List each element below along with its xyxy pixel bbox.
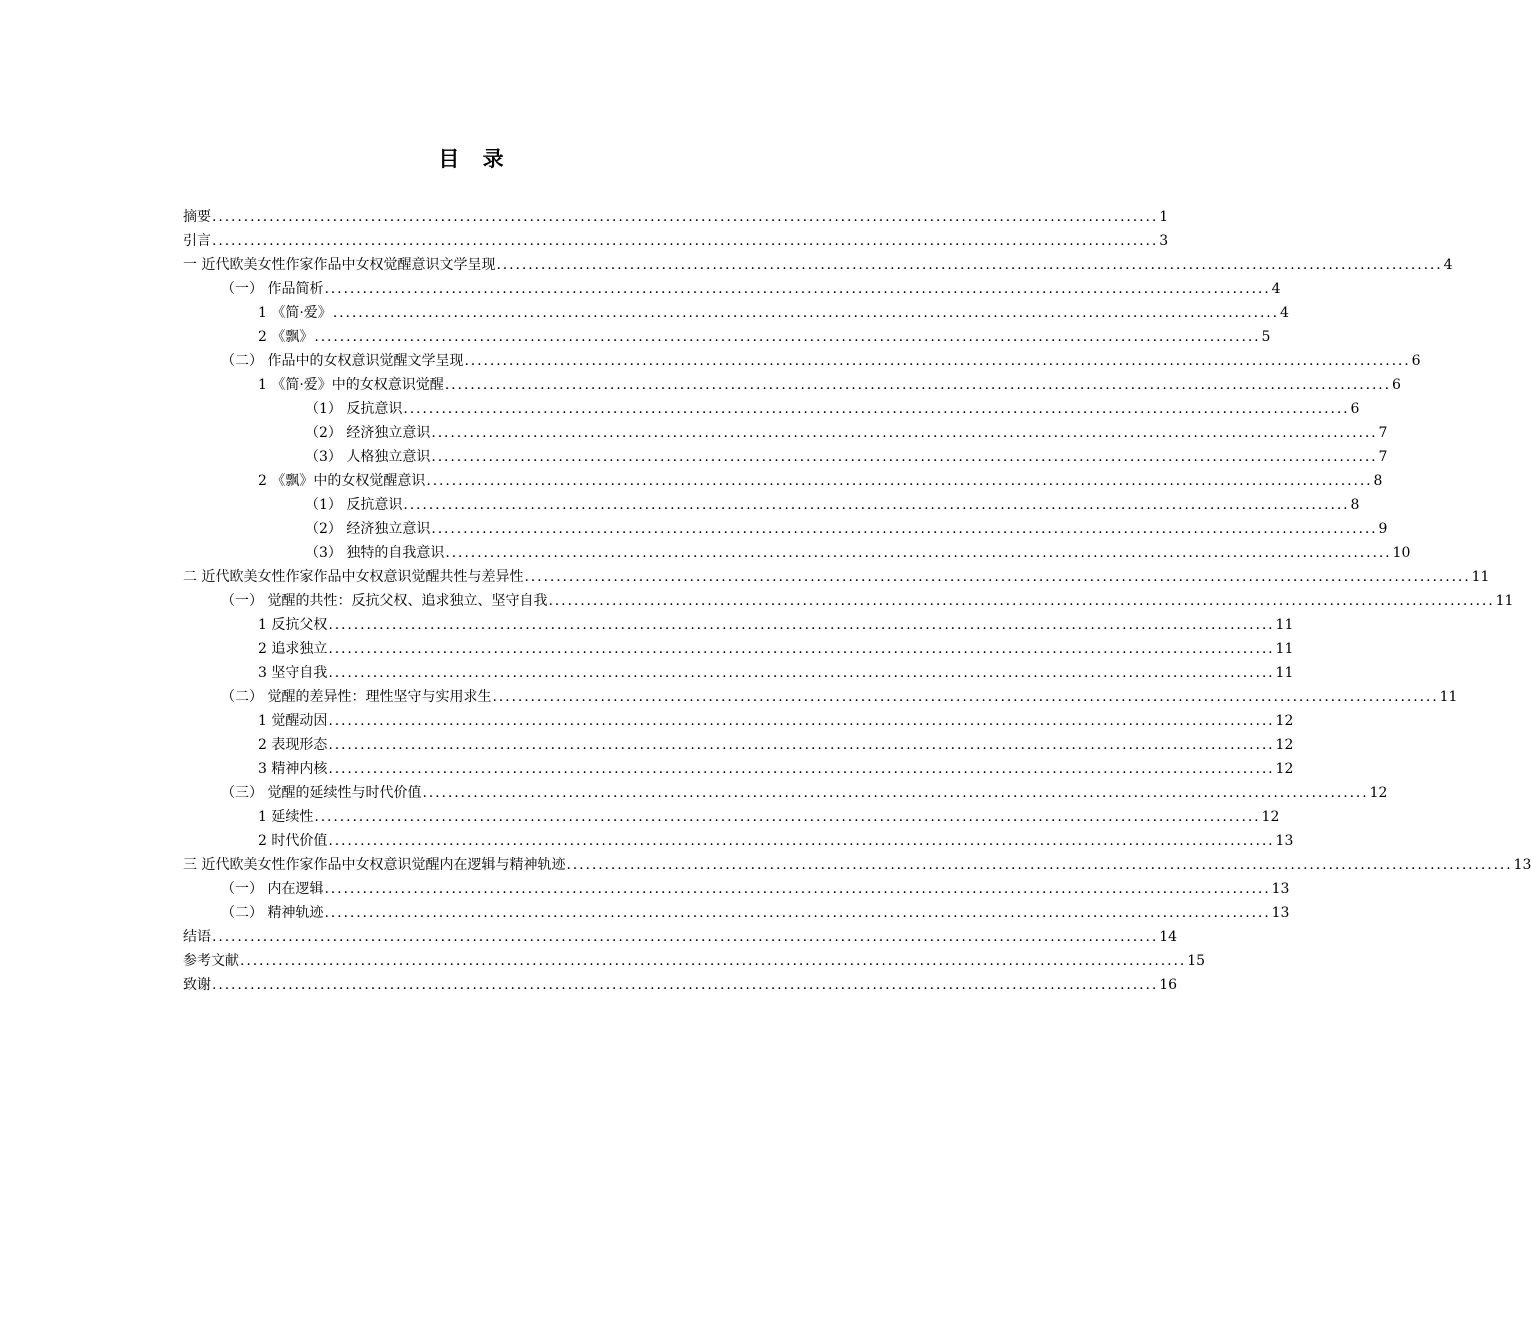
toc-entry[interactable] bbox=[183, 229, 1169, 253]
dot-leader: ..................................................................................................................................................... bbox=[403, 401, 1350, 417]
dot-leader: ..................................................................................................................................................... bbox=[332, 305, 1279, 321]
toc-entry-label: （1） 反抗意识 bbox=[305, 401, 403, 417]
toc-entry-label: 三 近代欧美女性作家作品中女权意识觉醒内在逻辑与精神轨迹 bbox=[183, 857, 566, 873]
toc-page-number: 12 bbox=[1275, 761, 1294, 777]
toc-page-number: 8 bbox=[1373, 473, 1383, 489]
toc-entry[interactable] bbox=[183, 445, 1388, 469]
toc-entry-label: 2 追求独立 bbox=[258, 641, 328, 657]
dot-leader: ..................................................................................................................................................... bbox=[212, 233, 1159, 249]
toc-entry-label: 3 坚守自我 bbox=[258, 665, 328, 681]
toc-entry[interactable] bbox=[183, 781, 1388, 805]
toc-entry[interactable] bbox=[183, 589, 1514, 613]
toc-entry[interactable] bbox=[183, 493, 1360, 517]
toc-page-number: 6 bbox=[1350, 401, 1360, 417]
dot-leader: ..................................................................................................................................................... bbox=[492, 689, 1439, 705]
toc-entry[interactable] bbox=[183, 397, 1360, 421]
toc-entry-label: 3 精神内核 bbox=[258, 761, 328, 777]
dot-leader: ..................................................................................................................................................... bbox=[328, 617, 1275, 633]
dot-leader: ..................................................................................................................................................... bbox=[444, 377, 1391, 393]
toc-entry[interactable] bbox=[183, 685, 1458, 709]
toc-entry[interactable] bbox=[183, 901, 1290, 925]
toc-entry[interactable] bbox=[183, 661, 1294, 685]
toc-entry-label: 致谢 bbox=[183, 977, 211, 993]
toc-page-number: 12 bbox=[1275, 713, 1294, 729]
toc-entry-label: 二 近代欧美女性作家作品中女权意识觉醒共性与差异性 bbox=[183, 569, 524, 585]
dot-leader: ..................................................................................................................................................... bbox=[324, 881, 1271, 897]
toc-page-number: 11 bbox=[1471, 569, 1490, 585]
dot-leader: ..................................................................................................................................................... bbox=[431, 521, 1378, 537]
toc-entry-label: 参考文献 bbox=[183, 953, 239, 969]
toc-entry[interactable] bbox=[183, 853, 1531, 877]
toc-entry-label: （二） 精神轨迹 bbox=[221, 905, 324, 921]
toc-page-number: 5 bbox=[1261, 329, 1271, 345]
toc-entry[interactable] bbox=[183, 253, 1453, 277]
toc-entry-label: 结语 bbox=[183, 929, 211, 945]
toc-page-number: 11 bbox=[1495, 593, 1514, 609]
toc-entry-label: （一） 内在逻辑 bbox=[221, 881, 324, 897]
dot-leader: ..................................................................................................................................................... bbox=[328, 833, 1275, 849]
dot-leader: ..................................................................................................................................................... bbox=[324, 905, 1271, 921]
toc-entry[interactable] bbox=[183, 565, 1490, 589]
toc-entry[interactable] bbox=[183, 757, 1294, 781]
toc-entry-label: （一） 作品简析 bbox=[221, 281, 324, 297]
dot-leader: ..................................................................................................................................................... bbox=[324, 281, 1271, 297]
toc-entry-label: 引言 bbox=[183, 233, 211, 249]
toc-entry-label: （一） 觉醒的共性：反抗父权、追求独立、坚守自我 bbox=[221, 593, 548, 609]
dot-leader: ..................................................................................................................................................... bbox=[445, 545, 1392, 561]
table-of-contents bbox=[183, 205, 1531, 997]
toc-entry[interactable] bbox=[183, 517, 1388, 541]
toc-page-number: 11 bbox=[1275, 617, 1294, 633]
toc-page-number: 1 bbox=[1159, 209, 1169, 225]
toc-page-number: 16 bbox=[1159, 977, 1178, 993]
toc-entry-label: 1 觉醒动因 bbox=[258, 713, 328, 729]
toc-entry[interactable] bbox=[183, 949, 1206, 973]
dot-leader: ..................................................................................................................................................... bbox=[240, 953, 1187, 969]
toc-page-number: 12 bbox=[1369, 785, 1388, 801]
toc-page-number: 8 bbox=[1350, 497, 1360, 513]
dot-leader: ..................................................................................................................................................... bbox=[212, 977, 1159, 993]
dot-leader: ..................................................................................................................................................... bbox=[328, 737, 1275, 753]
toc-entry-label: （1） 反抗意识 bbox=[305, 497, 403, 513]
toc-page-number: 13 bbox=[1275, 833, 1294, 849]
toc-entry[interactable] bbox=[183, 805, 1280, 829]
toc-page-number: 4 bbox=[1280, 305, 1289, 321]
toc-page-number: 11 bbox=[1275, 641, 1294, 657]
toc-entry-label: 摘要 bbox=[183, 209, 211, 225]
dot-leader: ..................................................................................................................................................... bbox=[328, 665, 1275, 681]
toc-page-number: 14 bbox=[1159, 929, 1178, 945]
toc-entry-label: （二） 作品中的女权意识觉醒文学呈现 bbox=[221, 353, 464, 369]
toc-entry-label: （2） 经济独立意识 bbox=[305, 521, 431, 537]
toc-page-number: 4 bbox=[1271, 281, 1281, 297]
dot-leader: ..................................................................................................................................................... bbox=[548, 593, 1495, 609]
dot-leader: ..................................................................................................................................................... bbox=[403, 497, 1350, 513]
toc-entry-label: （3） 人格独立意识 bbox=[305, 449, 431, 465]
toc-entry[interactable] bbox=[183, 613, 1294, 637]
dot-leader: ..................................................................................................................................................... bbox=[464, 353, 1411, 369]
toc-entry[interactable] bbox=[183, 637, 1294, 661]
toc-entry[interactable] bbox=[183, 301, 1289, 325]
toc-page-number: 10 bbox=[1392, 545, 1411, 561]
toc-page-number: 4 bbox=[1443, 257, 1453, 273]
toc-page-number: 13 bbox=[1513, 857, 1531, 873]
toc-entry-label: （二） 觉醒的差异性：理性坚守与实用求生 bbox=[221, 689, 492, 705]
toc-entry[interactable] bbox=[183, 541, 1411, 565]
toc-page-number: 13 bbox=[1271, 905, 1290, 921]
toc-entry-label: （2） 经济独立意识 bbox=[305, 425, 431, 441]
toc-title: 目 录 bbox=[438, 147, 512, 171]
toc-entry[interactable] bbox=[183, 277, 1281, 301]
dot-leader: ..................................................................................................................................................... bbox=[328, 641, 1275, 657]
toc-page-number: 7 bbox=[1378, 449, 1388, 465]
toc-page-number: 15 bbox=[1187, 953, 1206, 969]
toc-page-number: 11 bbox=[1275, 665, 1294, 681]
toc-page-number: 3 bbox=[1159, 233, 1169, 249]
toc-entry[interactable] bbox=[183, 325, 1271, 349]
dot-leader: ..................................................................................................................................................... bbox=[426, 473, 1373, 489]
toc-entry-label: 2 《飘》中的女权觉醒意识 bbox=[258, 473, 426, 489]
toc-entry-label: 1 延续性 bbox=[258, 809, 314, 825]
toc-entry-label: （3） 独特的自我意识 bbox=[305, 545, 445, 561]
toc-entry[interactable] bbox=[183, 877, 1290, 901]
toc-page-number: 13 bbox=[1271, 881, 1290, 897]
toc-entry[interactable] bbox=[183, 829, 1294, 853]
dot-leader: ..................................................................................................................................................... bbox=[212, 929, 1159, 945]
toc-entry[interactable] bbox=[183, 469, 1383, 493]
toc-entry[interactable] bbox=[183, 709, 1294, 733]
toc-page-number: 6 bbox=[1411, 353, 1421, 369]
toc-entry[interactable] bbox=[183, 421, 1388, 445]
toc-entry-label: 2 表现形态 bbox=[258, 737, 328, 753]
toc-entry-label: 一 近代欧美女性作家作品中女权觉醒意识文学呈现 bbox=[183, 257, 496, 273]
toc-page-number: 7 bbox=[1378, 425, 1388, 441]
dot-leader: ..................................................................................................................................................... bbox=[328, 713, 1275, 729]
dot-leader: ..................................................................................................................................................... bbox=[496, 257, 1443, 273]
toc-page-number: 12 bbox=[1261, 809, 1280, 825]
dot-leader: ..................................................................................................................................................... bbox=[328, 761, 1275, 777]
toc-entry[interactable] bbox=[183, 733, 1294, 757]
toc-entry[interactable] bbox=[183, 349, 1421, 373]
dot-leader: ..................................................................................................................................................... bbox=[314, 329, 1261, 345]
dot-leader: ..................................................................................................................................................... bbox=[212, 209, 1159, 225]
toc-entry-label: 1 反抗父权 bbox=[258, 617, 328, 633]
toc-entry-label: 2 《飘》 bbox=[258, 329, 314, 345]
toc-entry[interactable] bbox=[183, 373, 1401, 397]
dot-leader: ..................................................................................................................................................... bbox=[422, 785, 1369, 801]
toc-page-number: 11 bbox=[1439, 689, 1458, 705]
dot-leader: ..................................................................................................................................................... bbox=[431, 449, 1378, 465]
toc-page-number: 12 bbox=[1275, 737, 1294, 753]
toc-entry-label: 1 《简·爱》 bbox=[258, 305, 332, 321]
dot-leader: ..................................................................................................................................................... bbox=[431, 425, 1378, 441]
toc-entry-label: 2 时代价值 bbox=[258, 833, 328, 849]
dot-leader: ..................................................................................................................................................... bbox=[566, 857, 1513, 873]
toc-entry-label: （三） 觉醒的延续性与时代价值 bbox=[221, 785, 422, 801]
toc-page-number: 9 bbox=[1378, 521, 1388, 537]
dot-leader: ..................................................................................................................................................... bbox=[524, 569, 1471, 585]
toc-entry[interactable] bbox=[183, 205, 1169, 229]
dot-leader: ..................................................................................................................................................... bbox=[314, 809, 1261, 825]
toc-entry-label: 1 《简·爱》中的女权意识觉醒 bbox=[258, 377, 444, 393]
toc-entry[interactable] bbox=[183, 925, 1178, 949]
toc-entry[interactable] bbox=[183, 973, 1178, 997]
toc-page-number: 6 bbox=[1392, 377, 1401, 393]
